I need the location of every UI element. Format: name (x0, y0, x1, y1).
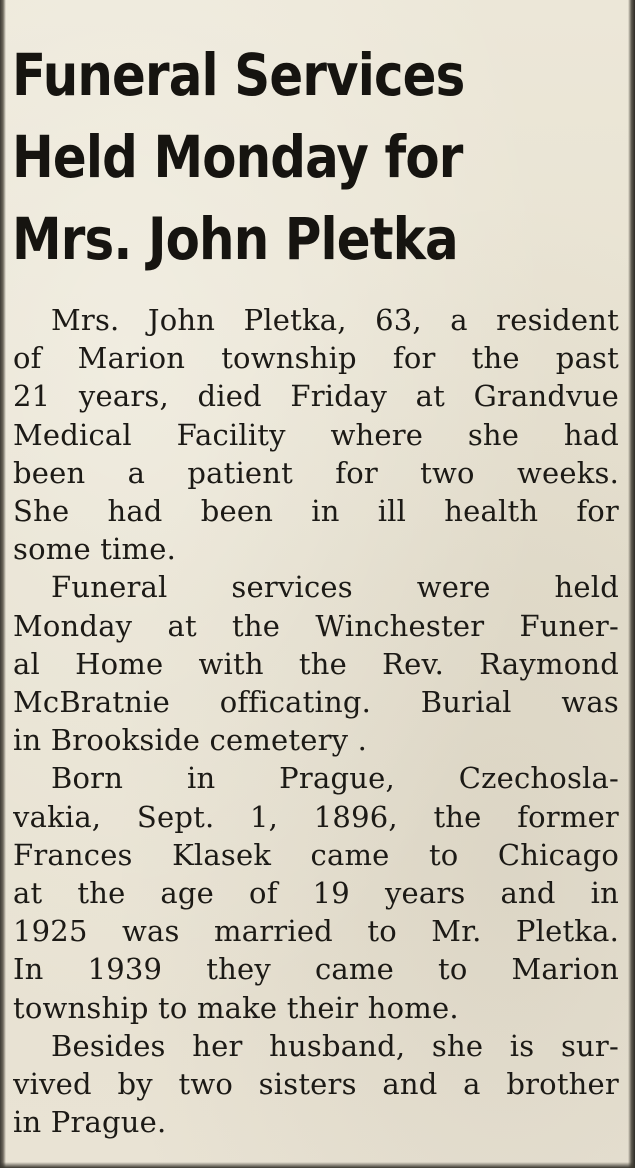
headline-line: Funeral Services (12, 41, 465, 109)
text-line: Medical Facility where she had (13, 417, 619, 452)
paragraph (13, 1027, 619, 1142)
text-line: She had been in ill health for (13, 494, 619, 529)
text-line: Mrs. John Pletka, 63, a resident (51, 303, 619, 337)
text-line: Besides her husband, she is sur- (51, 1028, 619, 1063)
text-line: township to make their home. (13, 990, 459, 1025)
headline-line: Mrs. John Pletka (12, 205, 458, 273)
paragraph (13, 301, 619, 568)
headline (12, 34, 528, 280)
paragraph (13, 759, 619, 1026)
text-line: vived by two sisters and a brother (13, 1067, 619, 1102)
clipping-left-edge (0, 0, 6, 1168)
text-line: in Brookside cemetery . (13, 723, 368, 758)
text-line: at the age of 19 years and in (13, 876, 619, 911)
clipping-right-edge (628, 0, 635, 1168)
paragraph (13, 568, 619, 759)
text-line: al Home with the Rev. Raymond (13, 646, 619, 681)
text-line: Funeral services were held (51, 570, 619, 605)
text-line: been a patient for two weeks. (13, 455, 619, 490)
text-line: McBratnie officating. Burial was (13, 685, 619, 720)
headline-line: Held Monday for (12, 123, 463, 191)
article-body (13, 301, 619, 1141)
text-line: 1925 was married to Mr. Pletka. (13, 914, 619, 949)
text-line: Frances Klasek came to Chicago (13, 837, 619, 872)
clipping-bottom-edge (0, 1162, 635, 1168)
text-line: vakia, Sept. 1, 1896, the former (13, 799, 619, 834)
text-line: 21 years, died Friday at Grandvue (13, 379, 619, 414)
text-line: of Marion township for the past (13, 341, 619, 376)
text-line: some time. (13, 532, 177, 567)
text-line: Monday at the Winchester Funer- (13, 608, 619, 643)
text-line: in Prague. (13, 1105, 167, 1140)
text-line: Born in Prague, Czechosla- (51, 761, 619, 796)
text-line: In 1939 they came to Marion (13, 952, 619, 987)
